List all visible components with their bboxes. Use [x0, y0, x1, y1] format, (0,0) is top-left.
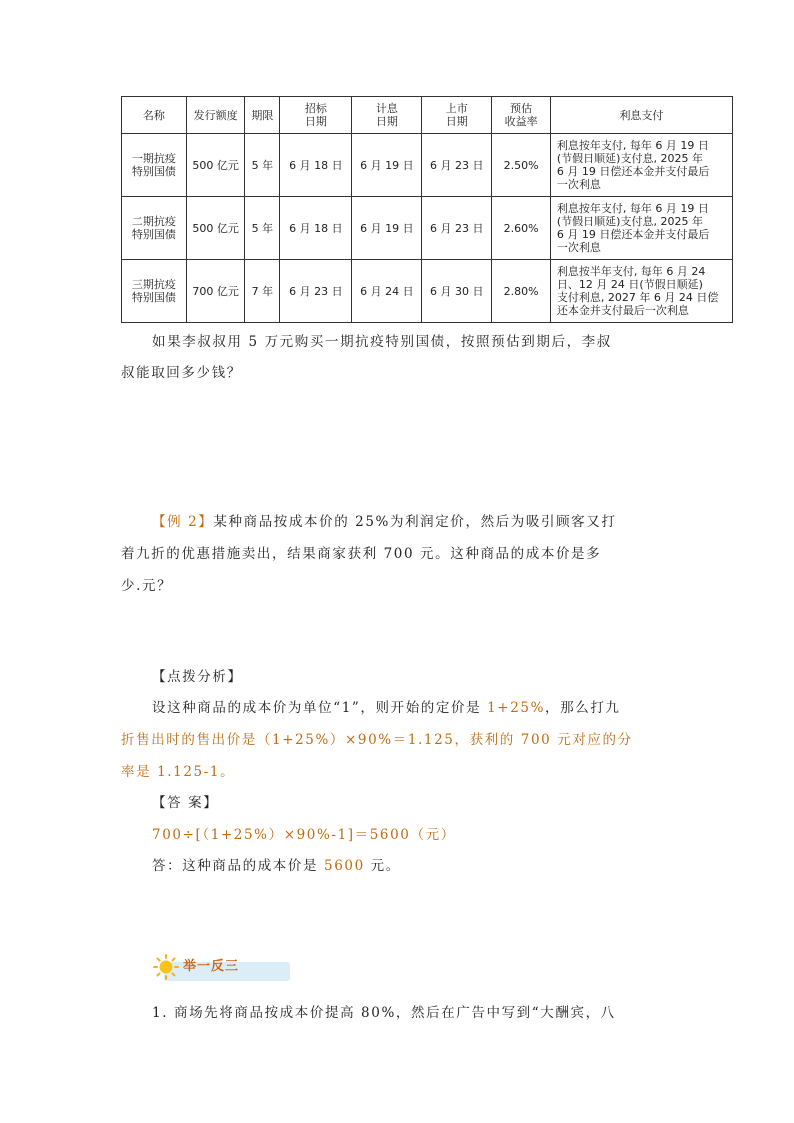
- answer-conclusion-a: 答：这种商品的成本价是: [152, 858, 324, 874]
- cell-name: [122, 197, 187, 260]
- header-interest-date: [352, 97, 422, 134]
- header-payment: 利息支付: [550, 97, 732, 134]
- cell-name-line2: 特别国债: [131, 228, 176, 241]
- cell-payment-line3: 6 月 19 日偿还本金并支付最后: [556, 165, 710, 178]
- cell-amount: 500 亿元: [186, 197, 245, 260]
- example2-line2: 着九折的优惠措施卖出，结果商家获利 700 元。这种商品的成本价是多: [121, 546, 602, 562]
- cell-term: 5 年: [245, 197, 280, 260]
- cell-payment-line2: 日、12 月 24 日(节假日顺延): [556, 278, 703, 291]
- header-yield-line2: 收益率: [504, 115, 538, 128]
- question-line1: 如果李叔叔用 5 万元购买一期抗疫特别国债，按照预估到期后，李叔: [152, 334, 612, 350]
- analysis-title: 【点拨分析】: [152, 669, 243, 685]
- practice-banner: [152, 953, 290, 981]
- header-yield: [492, 97, 551, 134]
- cell-bid-date: 6 月 18 日: [280, 134, 352, 197]
- example2-tag: 【例 2】: [152, 514, 214, 530]
- cell-payment-line4: 还本金并支付最后一次利息: [556, 304, 689, 317]
- cell-payment-line2: (节假日顺延)支付息, 2025 年: [556, 152, 703, 165]
- cell-term: 5 年: [245, 134, 280, 197]
- table-header-row: [122, 97, 733, 134]
- sun-icon: [152, 953, 180, 981]
- answer-title: 【答 案】: [152, 795, 219, 811]
- cell-listing-date: 6 月 23 日: [422, 197, 492, 260]
- cell-payment-line1: 利息按半年支付, 每年 6 月 24: [556, 265, 706, 278]
- analysis-line1: [152, 696, 621, 716]
- example2-line3: 少.元？: [121, 578, 173, 594]
- table-row: [122, 134, 733, 197]
- header-yield-line1: 预估: [510, 102, 533, 115]
- header-interest-date-line2: 日期: [375, 115, 398, 128]
- example2-text: 某种商品按成本价的 25%为利润定价，然后为吸引顾客又打: [213, 514, 617, 530]
- table-row: [122, 197, 733, 260]
- answer-conclusion: [152, 854, 401, 874]
- cell-payment-line2: (节假日顺延)支付息, 2025 年: [556, 215, 703, 228]
- banner-title: 举一反三: [183, 959, 240, 974]
- analysis-line1-a: 设这种商品的成本价为单位“1”，则开始的定价是: [152, 700, 488, 716]
- header-bid-date-line2: 日期: [304, 115, 327, 128]
- header-amount: 发行额度: [186, 97, 245, 134]
- cell-payment: [550, 260, 732, 323]
- cell-name-line2: 特别国债: [131, 165, 176, 178]
- cell-term: 7 年: [245, 260, 280, 323]
- bond-table: [121, 96, 733, 323]
- cell-name-line2: 特别国债: [131, 291, 176, 304]
- analysis-line2: 折售出时的售出价是（1+25%）×90%＝1.125，获利的 700 元对应的分: [121, 732, 633, 748]
- analysis-line1-b: 1+25%: [487, 700, 546, 716]
- answer-conclusion-c: 元。: [364, 858, 401, 874]
- cell-name-line1: 二期抗疫: [131, 215, 176, 228]
- cell-payment-line4: 一次利息: [556, 241, 601, 254]
- answer-formula: 700÷[（1+25%）×90%-1]＝5600（元）: [152, 827, 456, 843]
- cell-bid-date: 6 月 18 日: [280, 197, 352, 260]
- cell-bid-date: 6 月 23 日: [280, 260, 352, 323]
- cell-listing-date: 6 月 23 日: [422, 134, 492, 197]
- cell-interest-date: 6 月 24 日: [352, 260, 422, 323]
- cell-name-line1: 三期抗疫: [131, 278, 176, 291]
- cell-yield: 2.50%: [492, 134, 551, 197]
- cell-interest-date: 6 月 19 日: [352, 197, 422, 260]
- cell-listing-date: 6 月 30 日: [422, 260, 492, 323]
- answer-conclusion-b: 5600: [324, 858, 365, 874]
- cell-payment: [550, 197, 732, 260]
- cell-name-line1: 一期抗疫: [131, 152, 176, 165]
- header-bid-date-line1: 招标: [304, 102, 327, 115]
- example2-line1: [152, 510, 617, 530]
- header-term: 期限: [245, 97, 280, 134]
- cell-yield: 2.60%: [492, 197, 551, 260]
- cell-interest-date: 6 月 19 日: [352, 134, 422, 197]
- cell-amount: 500 亿元: [186, 134, 245, 197]
- cell-payment: [550, 134, 732, 197]
- question-line2: 叔能取回多少钱？: [121, 365, 242, 381]
- cell-payment-line4: 一次利息: [556, 178, 601, 191]
- header-listing-date: [422, 97, 492, 134]
- header-name: 名称: [122, 97, 187, 134]
- cell-payment-line3: 6 月 19 日偿还本金并支付最后: [556, 228, 710, 241]
- cell-name: [122, 134, 187, 197]
- header-bid-date: [280, 97, 352, 134]
- cell-payment-line3: 支付利息, 2027 年 6 月 24 日偿: [556, 291, 719, 304]
- analysis-line3: 率是 1.125-1。: [121, 764, 236, 780]
- header-listing-date-line2: 日期: [445, 115, 468, 128]
- exercise-line1: 1. 商场先将商品按成本价提高 80%，然后在广告中写到“大酬宾，八: [152, 1005, 616, 1021]
- table-row: [122, 260, 733, 323]
- analysis-line1-c: ，那么打九: [545, 700, 621, 716]
- cell-yield: 2.80%: [492, 260, 551, 323]
- cell-amount: 700 亿元: [186, 260, 245, 323]
- cell-name: [122, 260, 187, 323]
- cell-payment-line1: 利息按年支付, 每年 6 月 19 日: [556, 139, 709, 152]
- cell-payment-line1: 利息按年支付, 每年 6 月 19 日: [556, 202, 709, 215]
- header-interest-date-line1: 计息: [375, 102, 398, 115]
- header-listing-date-line1: 上市: [445, 102, 468, 115]
